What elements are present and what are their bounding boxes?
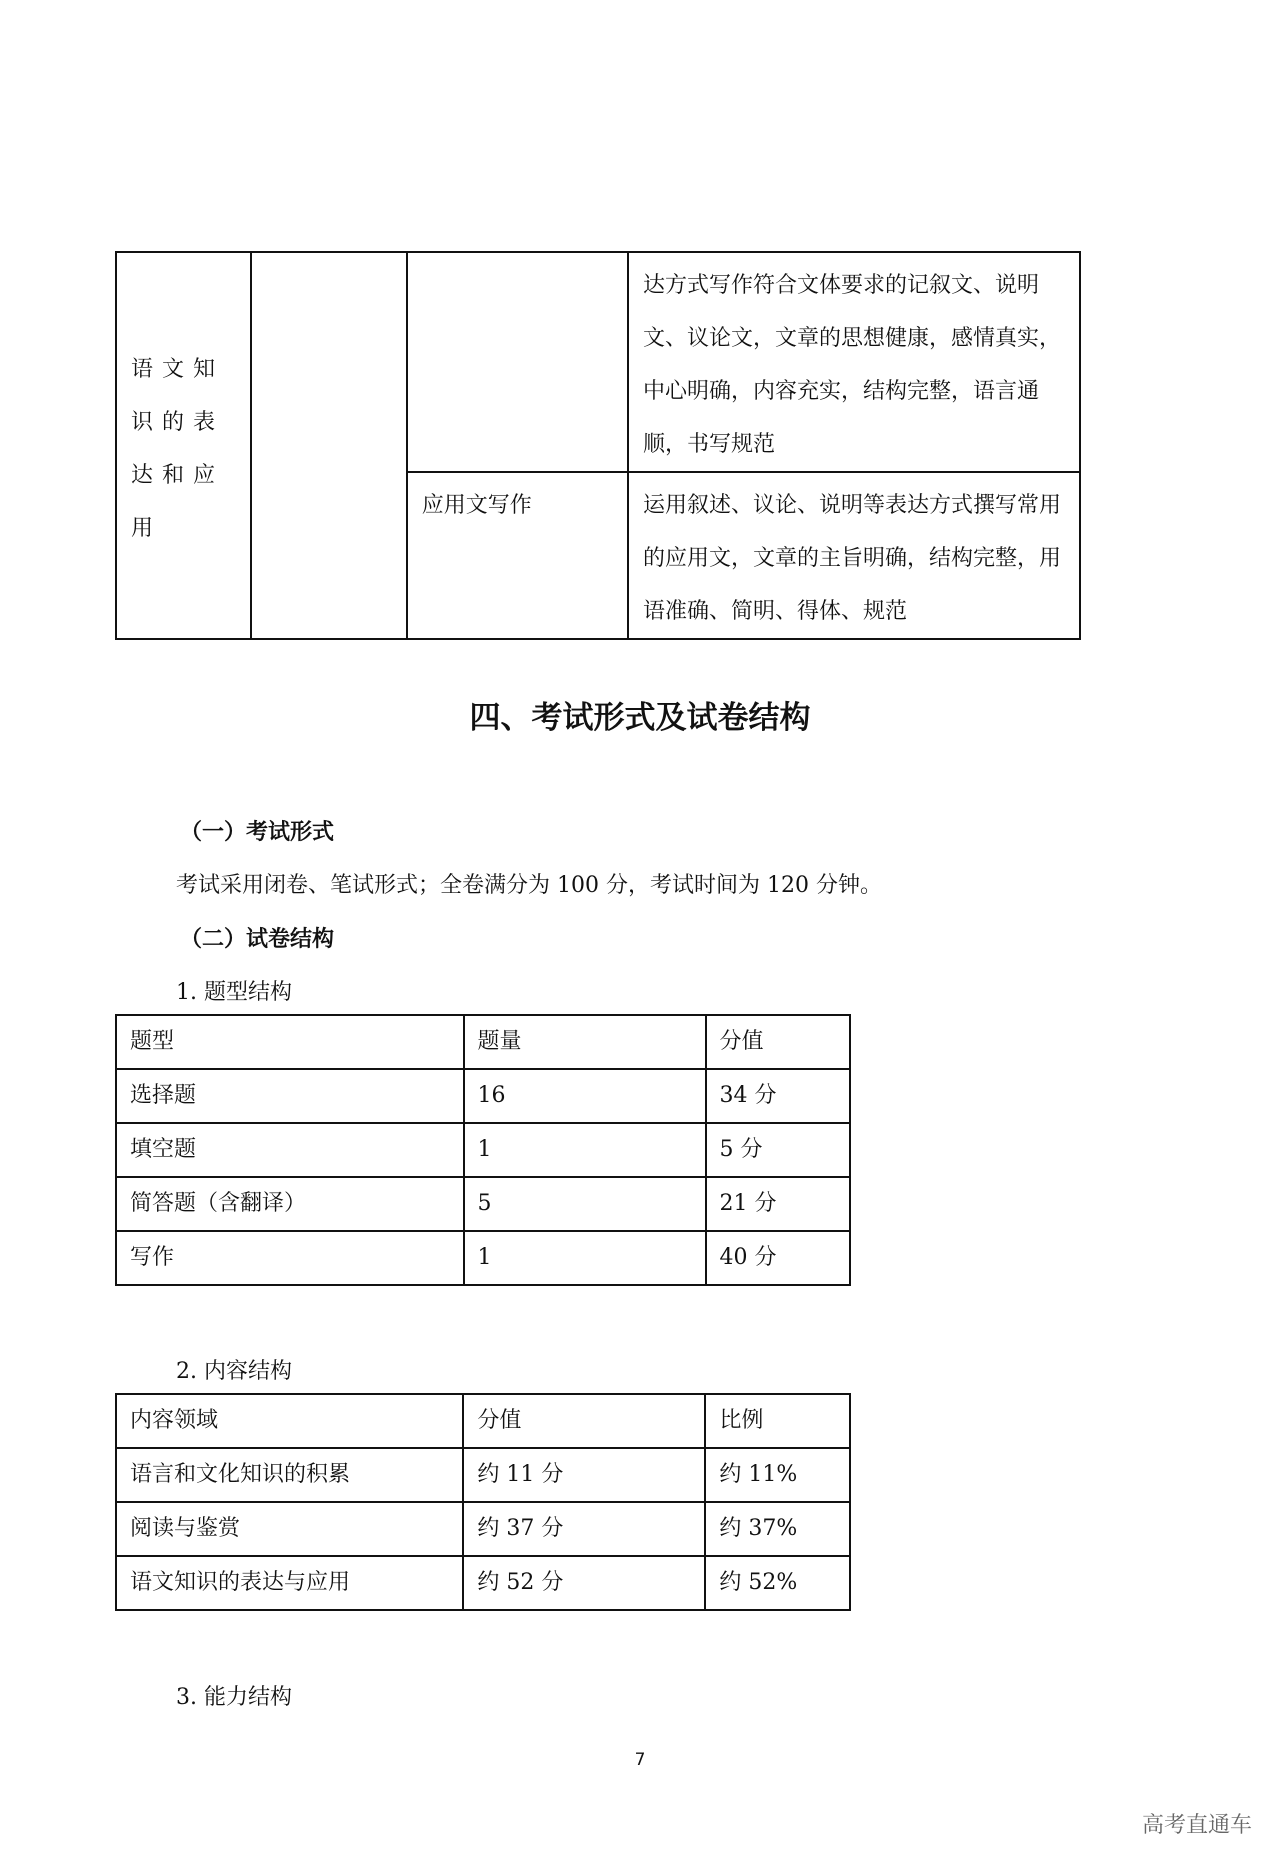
table-row (116, 1502, 850, 1556)
section-title: 四、考试形式及试卷结构 (469, 700, 811, 736)
table-cell: 1 (464, 1231, 706, 1285)
table-cell: 16 (464, 1069, 706, 1123)
page-number: 7 (634, 1750, 646, 1770)
table-cell: 阅读与鉴赏 (116, 1502, 463, 1556)
header-cell: 比例 (705, 1394, 850, 1448)
header-cell: 分值 (463, 1394, 705, 1448)
ability-structure-label: 3. 能力结构 (176, 1685, 292, 1710)
table-header-row (116, 1015, 850, 1069)
table-cell: 选择题 (116, 1069, 464, 1123)
type-structure-table (115, 1014, 851, 1286)
header-cell: 题量 (464, 1015, 706, 1069)
table-cell: 5 (464, 1177, 706, 1231)
table-cell: 写作 (116, 1231, 464, 1285)
empty-cell (407, 252, 628, 472)
empty-cell (251, 252, 407, 639)
table-cell: 简答题（含翻译） (116, 1177, 464, 1231)
exam-form-text: 考试采用闭卷、笔试形式；全卷满分为 100 分，考试时间为 120 分钟。 (176, 873, 882, 898)
content-area-cell: 语文知识的表达和应用 (116, 252, 251, 639)
description-cell: 达方式写作符合文体要求的记叙文、说明文、议论文，文章的思想健康，感情真实，中心明确，内容充实，结构完整，语言通顺，书写规范 (628, 252, 1080, 472)
requirements-table-continued (115, 251, 1081, 640)
table-cell: 约 11 分 (463, 1448, 705, 1502)
header-cell: 分值 (706, 1015, 851, 1069)
table-row (116, 252, 1080, 472)
header-cell: 内容领域 (116, 1394, 463, 1448)
content-structure-label: 2. 内容结构 (176, 1359, 292, 1384)
type-structure-label: 1. 题型结构 (176, 980, 292, 1005)
table-cell: 语言和文化知识的积累 (116, 1448, 463, 1502)
table-cell: 约 37 分 (463, 1502, 705, 1556)
item-cell: 应用文写作 (407, 472, 628, 639)
table-cell: 1 (464, 1123, 706, 1177)
table-cell: 34 分 (706, 1069, 851, 1123)
header-cell: 题型 (116, 1015, 464, 1069)
paper-structure-heading: （二）试卷结构 (180, 927, 335, 952)
table-cell: 约 11% (705, 1448, 850, 1502)
table-row (116, 1448, 850, 1502)
content-structure-table (115, 1393, 851, 1611)
table-cell: 约 52 分 (463, 1556, 705, 1610)
table-cell: 40 分 (706, 1231, 851, 1285)
description-cell: 运用叙述、议论、说明等表达方式撰写常用的应用文，文章的主旨明确，结构完整，用语准确、简明、得体、规范 (628, 472, 1080, 639)
table-cell: 21 分 (706, 1177, 851, 1231)
exam-form-heading: （一）考试形式 (180, 820, 335, 845)
table-cell: 填空题 (116, 1123, 464, 1177)
table-row (116, 1231, 850, 1285)
table-cell: 语文知识的表达与应用 (116, 1556, 463, 1610)
watermark: 高考直通车 (1141, 1813, 1252, 1838)
table-row (116, 1069, 850, 1123)
table-cell: 5 分 (706, 1123, 851, 1177)
table-cell: 约 37% (705, 1502, 850, 1556)
table-cell: 约 52% (705, 1556, 850, 1610)
table-row (116, 1556, 850, 1610)
table-header-row (116, 1394, 850, 1448)
table-row (116, 1123, 850, 1177)
table-row (116, 1177, 850, 1231)
